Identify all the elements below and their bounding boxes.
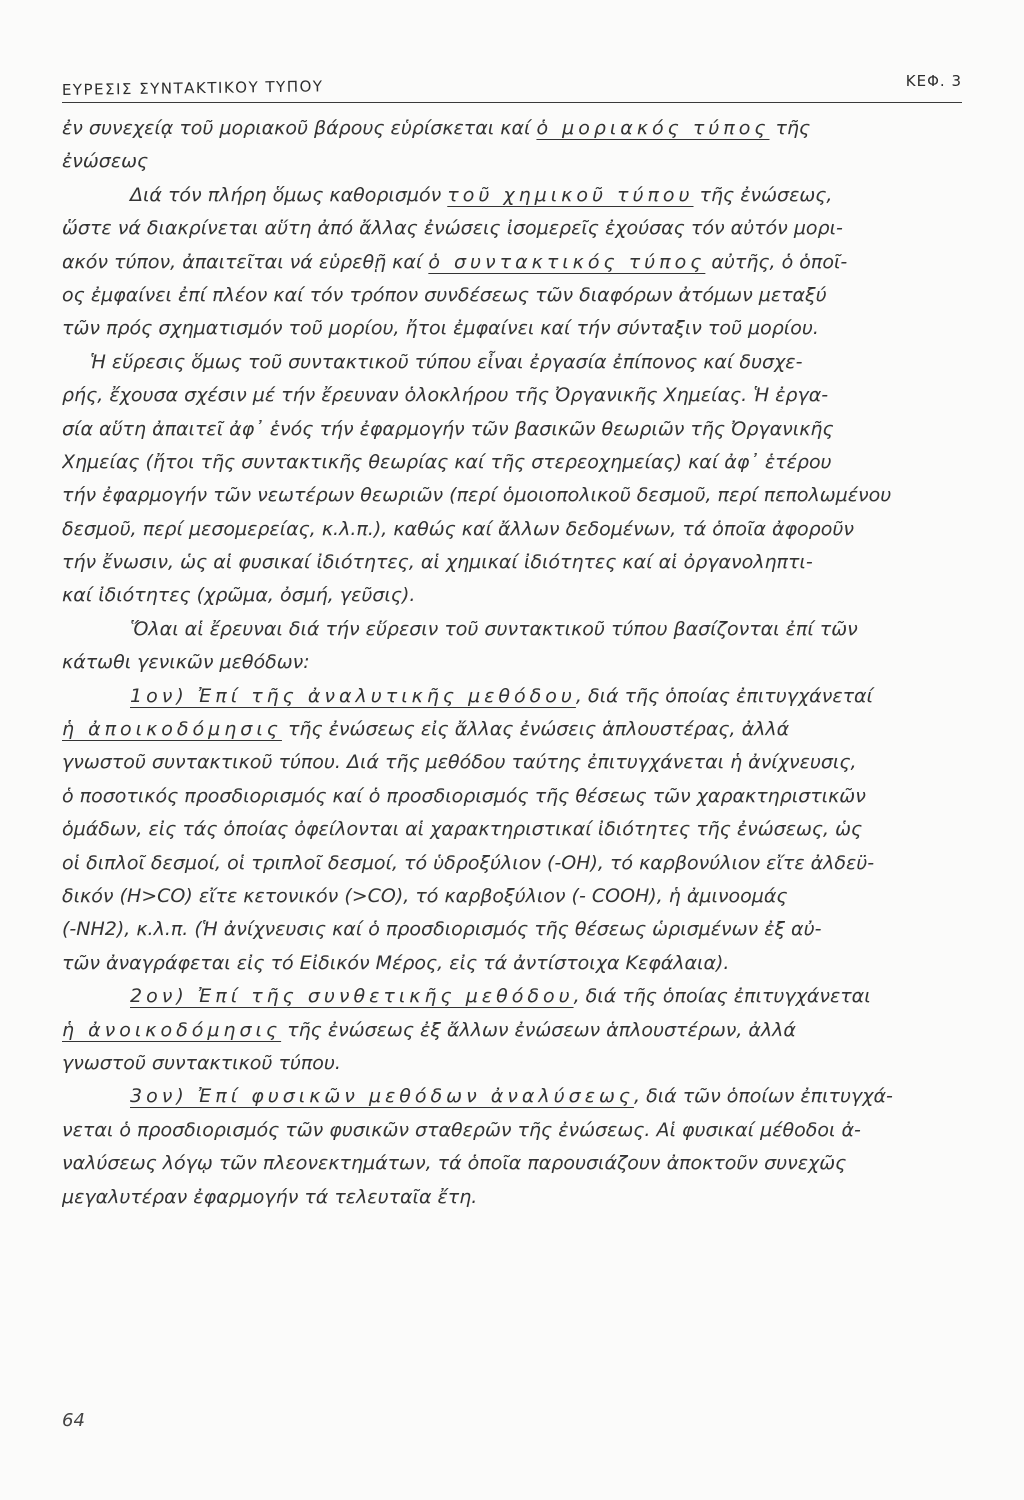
- page-header: [62, 68, 962, 103]
- text-line: (-NH2), κ.λ.π. (Ἡ ἀνίχνευσις καί ὁ προσδιορισμός τῆς θέσεως ὡρισμένων ἐξ αὐ-: [62, 918, 822, 941]
- running-title: ΕΥΡΕΣΙΣ ΣΥΝΤΑΚΤΙΚΟΥ ΤΥΠΟΥ: [61, 77, 324, 99]
- text-line: σία αὕτη ἀπαιτεῖ ἀφ᾽ ἑνός τήν ἐφαρμογήν τῶν βασικῶν θεωριῶν τῆς Ὀργανικῆς: [62, 417, 834, 440]
- text-line: ἐν συνεχείᾳ τοῦ μοριακοῦ βάρους εὑρίσκεται καί ὁ μοριακός τύπος τῆς: [62, 117, 811, 139]
- body-text: [62, 112, 977, 1214]
- underlined-term: τοῦ χημικοῦ τύπου: [447, 183, 694, 206]
- underlined-term: ὁ μοριακός τύπος: [536, 117, 770, 139]
- text-line: γνωστοῦ συντακτικοῦ τύπου.: [62, 1051, 341, 1074]
- text-line: ὁμάδων, εἰς τάς ὁποίας ὀφείλονται αἱ χαρακτηριστικαί ἰδιότητες τῆς ἐνώσεως, ὡς: [62, 818, 863, 841]
- text-line: ρής, ἔχουσα σχέσιν μέ τήν ἔρευναν ὁλοκλήρου τῆς Ὀργανικῆς Χημείας. Ἡ ἐργα-: [62, 384, 829, 407]
- text-line: τήν ἔνωσιν, ὡς αἱ φυσικαί ἰδιότητες, αἱ χημικαί ἰδιότητες καί αἱ ὀργανοληπτι-: [62, 551, 813, 574]
- chapter-label: ΚΕΦ. 3: [905, 72, 962, 90]
- text-line: ναλύσεως λόγῳ τῶν πλεονεκτημάτων, τά ὁποῖα παρουσιάζουν ἀποκτοῦν συνεχῶς: [62, 1152, 847, 1175]
- text-line: κάτωθι γενικῶν μεθόδων:: [62, 651, 310, 674]
- text-line: καί ἰδιότητες (χρῶμα, ὀσμή, γεῦσις).: [62, 584, 416, 607]
- text-line: δεσμοῦ, περί μεσομερείας, κ.λ.π.), καθώς καί ἄλλων δεδομένων, τά ὁποῖα ἀφοροῦν: [62, 517, 854, 540]
- underlined-term: ἡ ἀποικοδόμησις: [62, 718, 282, 741]
- text-line: ος ἐμφαίνει ἐπί πλέον καί τόν τρόπον συνδέσεως τῶν διαφόρων ἀτόμων μεταξύ: [62, 283, 827, 306]
- text-line: ἡ ἀποικοδόμησις τῆς ἐνώσεως εἰς ἄλλας ἐνώσεις ἁπλουστέρας, ἀλλά: [62, 718, 790, 741]
- text-line: τήν ἐφαρμογήν τῶν νεωτέρων θεωριῶν (περί ὁμοιοπολικοῦ δεσμοῦ, περί πεπολωμένου: [62, 484, 892, 507]
- page-number: 64: [62, 1410, 85, 1431]
- method-2-heading: 2ον) Ἐπί τῆς συνθετικῆς μεθόδου, διά τῆς ὁποίας ἐπιτυγχάνεται: [130, 985, 871, 1008]
- text-line: γνωστοῦ συντακτικοῦ τύπου. Διά τῆς μεθόδου ταύτης ἐπιτυγχάνεται ἡ ἀνίχνευσις,: [62, 751, 857, 774]
- text-line: Χημείας (ἤτοι τῆς συντακτικῆς θεωρίας καί τῆς στερεοχημείας) καί ἀφ᾽ ἑτέρου: [62, 450, 832, 473]
- text-line: οἱ διπλοῖ δεσμοί, οἱ τριπλοῖ δεσμοί, τό ὑδροξύλιον (-OH), τό καρβονύλιον εἴτε ἀλδεϋ-: [62, 851, 875, 874]
- text-line: ακόν τύπον, ἀπαιτεῖται νά εὑρεθῇ καί ὁ συντακτικός τύπος αὐτῆς, ὁ ὁποῖ-: [62, 250, 848, 273]
- text-line: ἐνώσεως: [62, 150, 149, 173]
- text-line: τῶν πρός σχηματισμόν τοῦ μορίου, ἤτοι ἐμφαίνει καί τήν σύνταξιν τοῦ μορίου.: [62, 317, 819, 340]
- text-line: νεται ὁ προσδιορισμός τῶν φυσικῶν σταθερῶν τῆς ἐνώσεως. Αἱ φυσικαί μέθοδοι ἀ-: [62, 1118, 861, 1141]
- text-line: δικόν (H>CO) εἴτε κετονικόν (>CO), τό καρβοξύλιον (- COOH), ἡ ἀμινοομάς: [62, 884, 788, 907]
- underlined-term: ἡ ἀνοικοδόμησις: [62, 1018, 282, 1041]
- text-line: Ἡ εὕρεσις ὅμως τοῦ συντακτικοῦ τύπου εἶναι ἐργασία ἐπίπονος καί δυσχε-: [90, 350, 803, 373]
- text-line: Διά τόν πλήρη ὅμως καθορισμόν τοῦ χημικοῦ τύπου τῆς ἐνώσεως,: [130, 183, 833, 206]
- text-line: μεγαλυτέραν ἐφαρμογήν τά τελευταῖα ἔτη.: [62, 1185, 478, 1208]
- text-line: ἡ ἀνοικοδόμησις τῆς ἐνώσεως ἐξ ἄλλων ἐνώσεων ἁπλουστέρων, ἀλλά: [62, 1018, 796, 1041]
- text-line: Ὅλαι αἱ ἔρευναι διά τήν εὕρεσιν τοῦ συντακτικοῦ τύπου βασίζονται ἐπί τῶν: [130, 617, 858, 640]
- text-line: τῶν ἀναγράφεται εἰς τό Εἰδικόν Μέρος, εἰς τά ἀντίστοιχα Κεφάλαια).: [62, 951, 730, 974]
- text-line: ὁ ποσοτικός προσδιορισμός καί ὁ προσδιορισμός τῆς θέσεως τῶν χαρακτηριστικῶν: [62, 784, 866, 807]
- method-3-heading: 3ον) Ἐπί φυσικῶν μεθόδων ἀναλύσεως, διά τῶν ὁποίων ἐπιτυγχά-: [130, 1085, 893, 1108]
- method-1-heading: 1ον) Ἐπί τῆς ἀναλυτικῆς μεθόδου, διά τῆς ὁποίας ἐπιτυγχάνεταί: [130, 684, 873, 707]
- text-line: ὥστε νά διακρίνεται αὕτη ἀπό ἄλλας ἐνώσεις ἰσομερεῖς ἐχούσας τόν αὐτόν μορι-: [62, 217, 843, 240]
- underlined-term: ὁ συντακτικός τύπος: [428, 250, 706, 273]
